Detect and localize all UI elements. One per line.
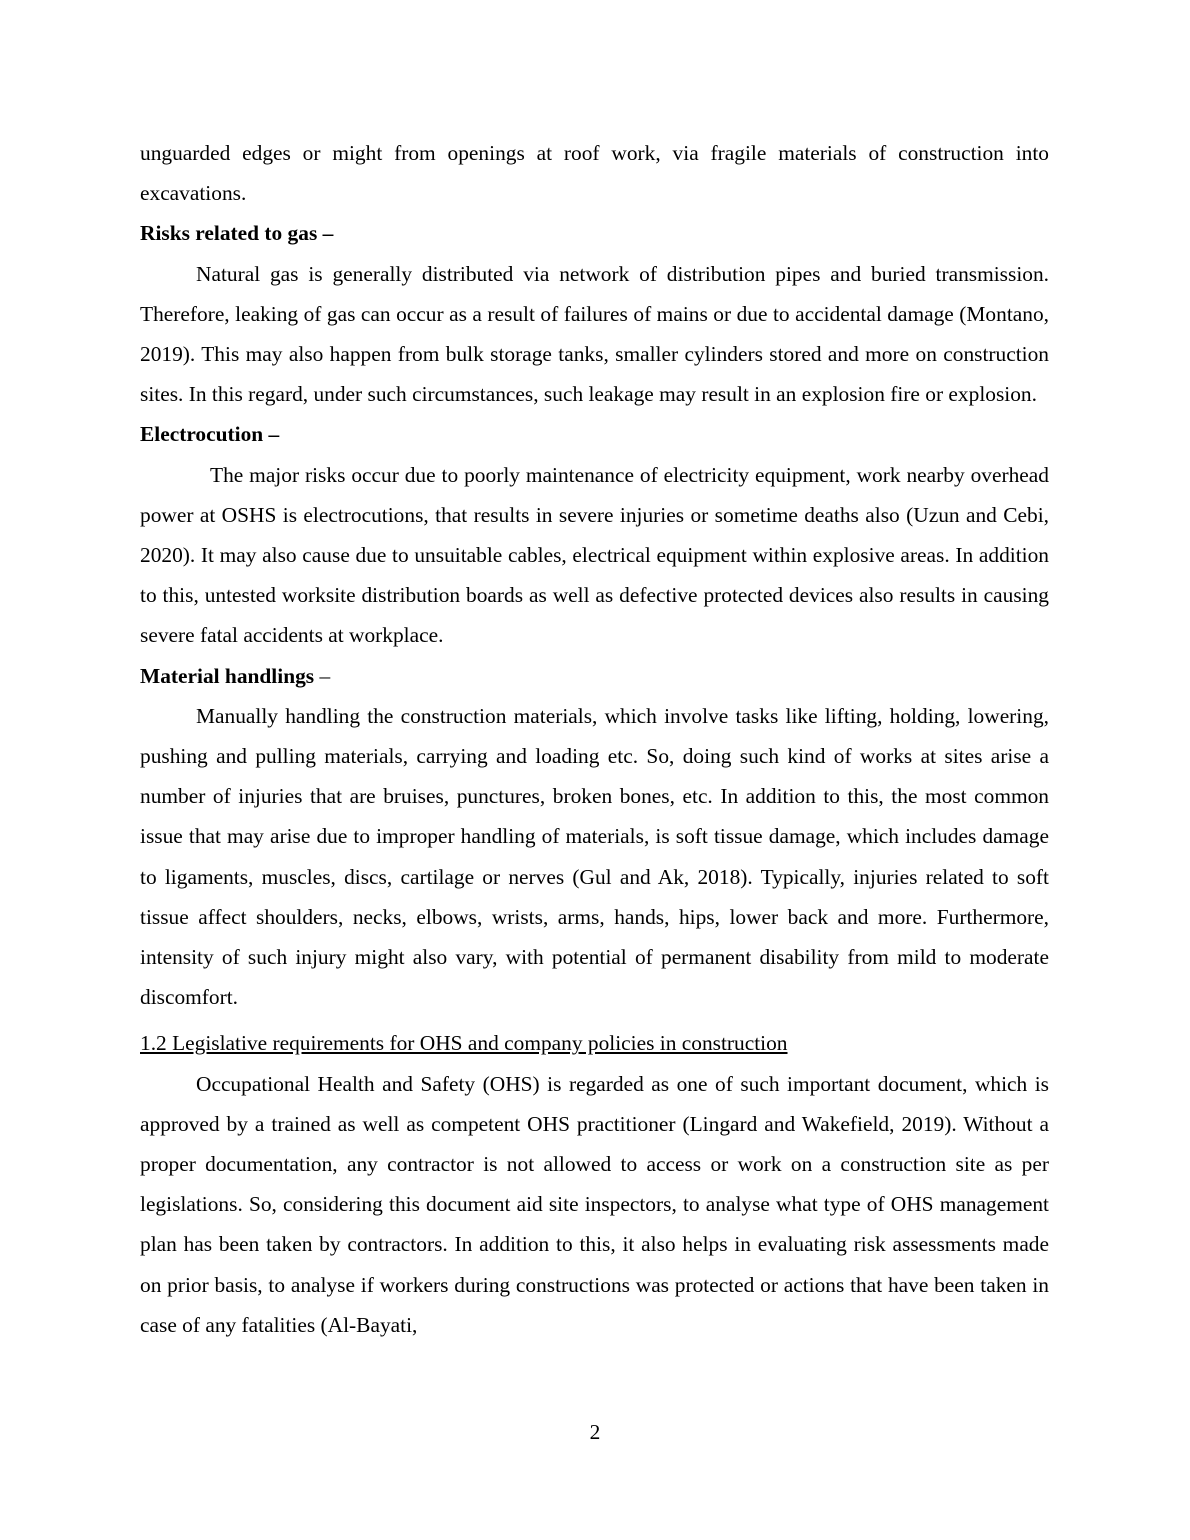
material-handling-paragraph: Manually handling the construction materials, which involve tasks like lifting, holding, lowering, pushing and pulling materials, carrying and loading etc. So, doing such kind of works at sites arise a number of injuries that are bruises, punctures, broken bones, etc. In addition to this, the most common issue that may arise due to improper handling of materials, is soft tissue damage, which includes damage to ligaments, muscles, discs, cartilage or nerves (Gul and Ak, 2018). Typically, injuries related to soft tissue affect shoulders, necks, elbows, wrists, arms, hands, hips, lower back and more. Furthermore, intensity of such injury might also vary, with potential of permanent disability from mild to moderate discomfort. [140,703,1049,1010]
gas-risk-paragraph: Natural gas is generally distributed via network of distribution pipes and buried transmission. Therefore, leaking of gas can occur as a result of failures of mains or due to accidental damage (Montano, 2019). This may also happen from bulk storage tanks, smaller cylinders stored and more on construction sites. In this regard, under such circumstances, such leakage may result in an explosion fire or explosion. [140,261,1049,407]
document-page [140,133,1049,1345]
section-1-2-heading: 1.2 Legislative requirements for OHS and company policies in construction [140,1031,788,1056]
electrocution-paragraph: The major risks occur due to poorly maintenance of electricity equipment, work nearby overhead power at OSHS is electrocutions, that results in severe injuries or sometime deaths also (Uzun and Cebi, 2020). It may also cause due to unsuitable cables, electrical equipment within explosive areas. In addition to this, untested worksite distribution boards as well as defective protected devices also results in causing severe fatal accidents at workplace. [140,462,1049,648]
page-number: 2 [589,1420,601,1444]
electrocution-heading: Electrocution – [140,422,280,447]
gas-risk-heading: Risks related to gas – [140,221,334,246]
intro-paragraph: unguarded edges or might from openings at roof work, via fragile materials of construction into excavations. [140,141,1049,206]
material-handling-heading [140,656,1049,696]
ohs-paragraph: Occupational Health and Safety (OHS) is regarded as one of such important document, which is approved by a trained as well as competent OHS practitioner (Lingard and Wakefield, 2019). Without a proper documentation, any contractor is not allowed to access or work on a construction site as per legislations. So, considering this document aid site inspectors, to analyse what type of OHS management plan has been taken by contractors. In addition to this, it also helps in evaluating risk assessments made on prior basis, to analyse if workers during constructions was protected or actions that have been taken in case of any fatalities (Al-Bayati, [140,1071,1049,1337]
material-handling-heading-text: Material handlings [140,663,315,688]
material-handling-heading-dash: – [314,663,331,688]
